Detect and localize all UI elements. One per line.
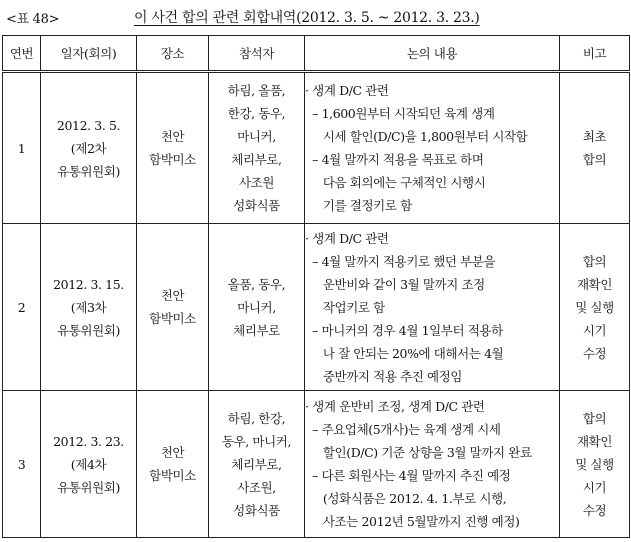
note-line: 합의 (582, 152, 607, 167)
content-line: 기를 결정키로 함 (305, 198, 412, 213)
cell-note (560, 72, 630, 224)
content-line: · 생계 운반비 조정, 생계 D/C 관련 (305, 399, 485, 414)
header-content: 논의 내용 (305, 36, 560, 72)
content-line: – 4월 말까지 적용을 목표로 하며 (305, 152, 484, 167)
date-line: 유통위원회) (57, 322, 120, 338)
cell-content (305, 391, 560, 538)
cell-place (137, 391, 209, 538)
date-line: 2012. 3. 15. (53, 276, 124, 292)
place-line: 천안 (160, 288, 185, 303)
date-line: (제3차 (70, 299, 107, 315)
attendee-line: 체리부로, (231, 152, 282, 167)
place-line: 함박미소 (149, 152, 196, 167)
cell-content (305, 72, 560, 224)
date-line: (제2차 (70, 140, 107, 156)
header-row (3, 36, 630, 72)
date-line: (제4차 (70, 456, 107, 472)
note-line: 수정 (582, 345, 607, 361)
table-row (3, 391, 630, 538)
place-line: 천안 (160, 445, 185, 460)
content-line: 다음 회의에는 구체적인 시행시 (305, 175, 486, 190)
content-line: – 마니커의 경우 4월 1일부터 적용하 (305, 322, 503, 338)
content-line: 할인(D/C) 기준 상향을 3월 말까지 완료 (305, 445, 532, 460)
content-line: 작업키로 함 (305, 299, 385, 315)
cell-attendees (209, 72, 305, 224)
note-line: 합의 (582, 253, 607, 269)
date-line: 유통위원회) (57, 163, 120, 179)
attendee-line: 하림, 올품, (227, 83, 286, 98)
content-line: – 주요업체(5개사)는 육계 생계 시세 (305, 422, 501, 437)
cell-place (137, 224, 209, 391)
table-row (3, 72, 630, 224)
cell-content (305, 224, 560, 391)
header-note: 비고 (560, 36, 630, 72)
meeting-history-table (2, 35, 630, 538)
content-line: 사조는 2012년 5월말까지 진행 예정) (305, 514, 520, 529)
note-line: 최초 (582, 129, 607, 144)
attendee-line: 마니커, (237, 129, 276, 144)
place-line: 함박미소 (149, 468, 196, 483)
attendee-line: 하림, 한강, (227, 410, 286, 426)
attendee-line: 한강, 동우, (227, 106, 286, 121)
table-row (3, 224, 630, 391)
content-line: – 1,600원부터 시작되던 육계 생계 (305, 106, 495, 121)
header-no: 연번 (3, 36, 41, 72)
table-caption (4, 6, 631, 28)
cell-date (41, 72, 137, 224)
content-line: 중반까지 적용 추진 예정임 (305, 368, 463, 384)
content-line: 시세 할인(D/C)을 1,800원부터 시작함 (305, 129, 528, 144)
attendee-line: 마니커, (237, 299, 276, 315)
cell-no: 1 (3, 72, 41, 224)
table-number: <표 48> (6, 12, 60, 27)
place-line: 함박미소 (149, 311, 196, 326)
content-line: · 생계 D/C 관련 (305, 230, 389, 246)
note-line: 시기 (582, 322, 607, 338)
note-line: 수정 (582, 502, 607, 518)
attendee-line: 동우, 마니커, (221, 433, 292, 449)
cell-place (137, 72, 209, 224)
note-line: 재확인 (576, 433, 613, 449)
attendee-line: 체리부로, (231, 456, 282, 472)
content-line: · 생계 D/C 관련 (305, 83, 389, 98)
cell-date (41, 224, 137, 391)
attendee-line: 체리부로 (233, 322, 280, 338)
attendee-line: 성화식품 (233, 502, 280, 518)
cell-no: 2 (3, 224, 41, 391)
cell-note (560, 224, 630, 391)
note-line: 합의 (582, 410, 607, 426)
note-line: 시기 (582, 479, 607, 495)
header-attendees: 참석자 (209, 36, 305, 72)
note-line: 재확인 (576, 276, 613, 292)
date-line: 2012. 3. 5. (56, 117, 121, 133)
date-line: 유통위원회) (57, 479, 120, 495)
attendee-line: 성화식품 (233, 198, 280, 213)
content-line: 나 잘 안되는 20%에 대해서는 4월 (305, 345, 504, 361)
note-line: 및 실행 (575, 456, 614, 472)
content-line: – 다른 회원사는 4월 말까지 추진 예정 (305, 468, 511, 483)
content-line: – 4월 말까지 적용키로 했던 부분을 (305, 253, 496, 269)
cell-no: 3 (3, 391, 41, 538)
content-line: 운반비와 같이 3월 말까지 조정 (305, 276, 485, 292)
attendee-line: 사조원, (237, 479, 276, 495)
attendee-line: 사조원 (238, 175, 275, 190)
header-place: 장소 (137, 36, 209, 72)
place-line: 천안 (160, 129, 185, 144)
table-title: 이 사건 합의 관련 회합내역(2012. 3. 5. ~ 2012. 3. 23.) (134, 10, 480, 26)
date-line: 2012. 3. 23. (53, 433, 124, 449)
attendee-line: 올품, 동우, (227, 276, 286, 292)
cell-note (560, 391, 630, 538)
header-date: 일자(회의) (41, 36, 137, 72)
cell-attendees (209, 224, 305, 391)
note-line: 및 실행 (575, 299, 614, 315)
cell-date (41, 391, 137, 538)
content-line: (성화식품은 2012. 4. 1.부로 시행, (305, 491, 507, 506)
cell-attendees (209, 391, 305, 538)
